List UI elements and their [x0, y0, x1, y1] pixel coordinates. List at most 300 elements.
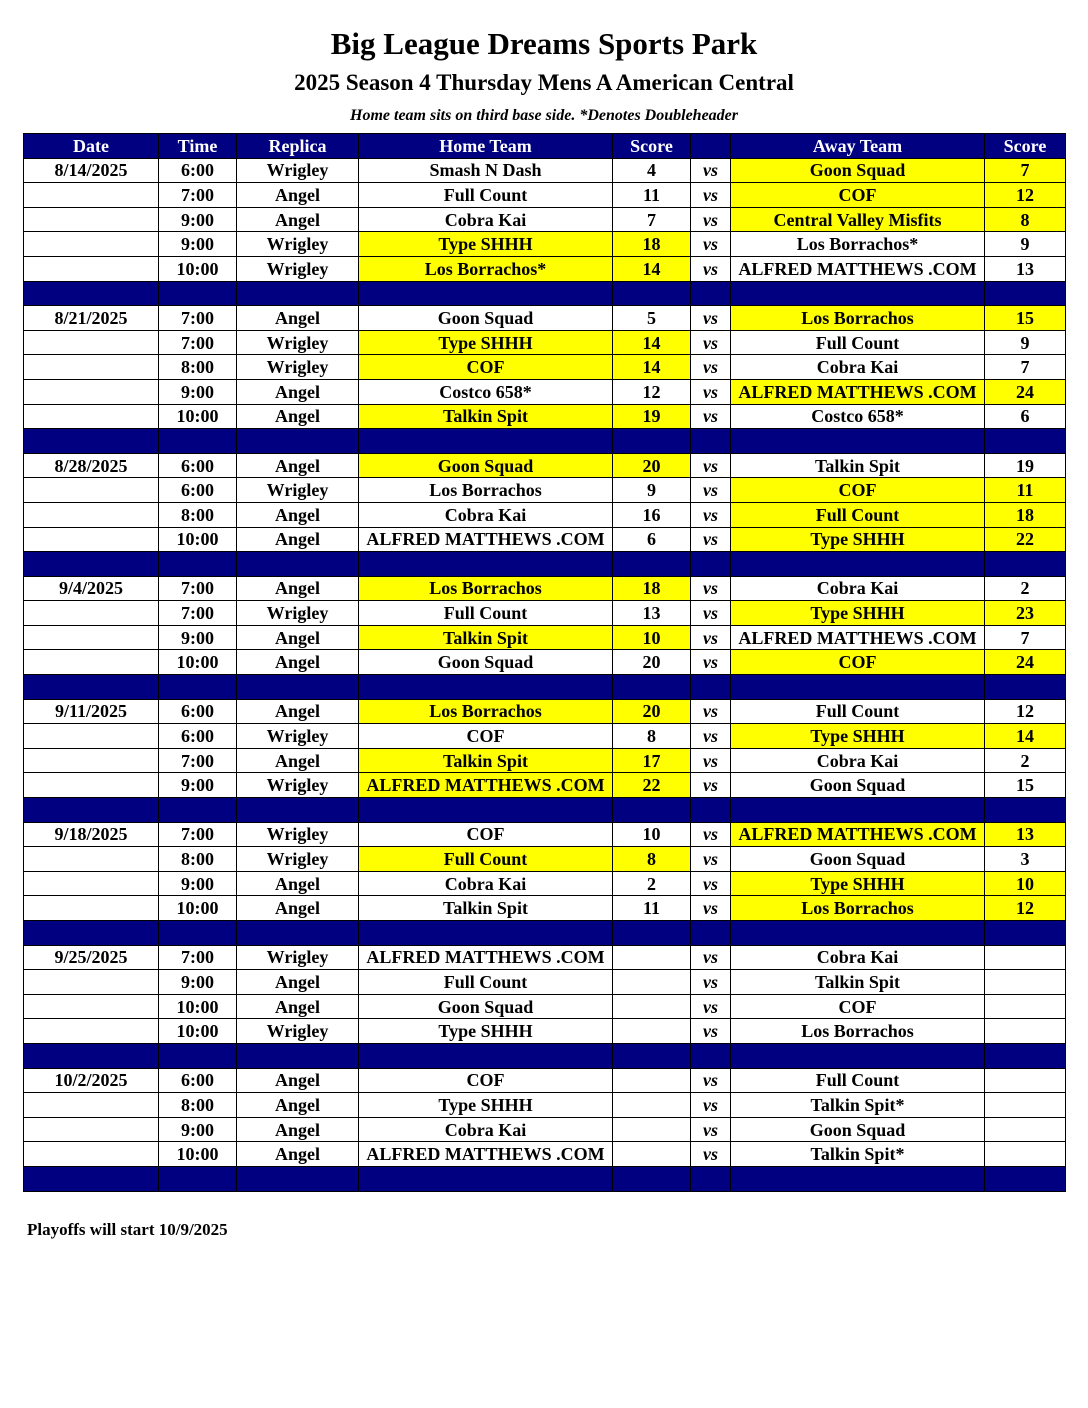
separator-cell	[985, 552, 1066, 577]
away-score-cell: 13	[985, 256, 1066, 281]
table-row	[24, 576, 1066, 601]
time-cell: 8:00	[159, 355, 237, 380]
home-team-cell: Type SHHH	[359, 232, 613, 257]
away-team-cell: Talkin Spit*	[731, 1093, 985, 1118]
away-team-cell: Goon Squad	[731, 773, 985, 798]
home-team-cell: COF	[359, 1068, 613, 1093]
separator-cell	[159, 1043, 237, 1068]
vs-cell: vs	[691, 773, 731, 798]
separator-cell	[237, 921, 359, 946]
replica-cell: Wrigley	[237, 355, 359, 380]
home-team-cell: Goon Squad	[359, 306, 613, 331]
separator-cell	[237, 675, 359, 700]
separator-cell	[159, 552, 237, 577]
separator-cell	[359, 921, 613, 946]
home-score-cell: 20	[613, 699, 691, 724]
replica-cell: Wrigley	[237, 601, 359, 626]
vs-cell: vs	[691, 527, 731, 552]
home-team-cell: Los Borrachos	[359, 478, 613, 503]
date-cell	[24, 355, 159, 380]
away-score-cell: 9	[985, 330, 1066, 355]
away-team-cell: Cobra Kai	[731, 355, 985, 380]
vs-cell: vs	[691, 404, 731, 429]
away-team-cell: Type SHHH	[731, 527, 985, 552]
vs-cell: vs	[691, 945, 731, 970]
table-row	[24, 502, 1066, 527]
date-cell	[24, 625, 159, 650]
date-cell	[24, 330, 159, 355]
time-cell: 8:00	[159, 1093, 237, 1118]
vs-cell: vs	[691, 650, 731, 675]
separator-cell	[613, 921, 691, 946]
vs-cell: vs	[691, 158, 731, 183]
away-score-cell: 8	[985, 207, 1066, 232]
separator-cell	[985, 1043, 1066, 1068]
away-team-cell: ALFRED MATTHEWS .COM	[731, 822, 985, 847]
separator-cell	[731, 429, 985, 454]
table-row	[24, 453, 1066, 478]
vs-cell: vs	[691, 896, 731, 921]
replica-cell: Angel	[237, 1093, 359, 1118]
away-score-cell	[985, 1117, 1066, 1142]
table-row	[24, 207, 1066, 232]
week-separator-row	[24, 921, 1066, 946]
away-score-cell: 10	[985, 871, 1066, 896]
replica-cell: Wrigley	[237, 232, 359, 257]
table-row	[24, 158, 1066, 183]
schedule-note: Home team sits on third base side. *Denotes Doubleheader	[350, 107, 738, 124]
away-team-cell: ALFRED MATTHEWS .COM	[731, 256, 985, 281]
separator-cell	[237, 1166, 359, 1191]
separator-cell	[731, 675, 985, 700]
date-cell	[24, 650, 159, 675]
away-score-cell	[985, 1068, 1066, 1093]
home-score-cell: 10	[613, 625, 691, 650]
col-header-vs	[691, 134, 731, 159]
time-cell: 10:00	[159, 1142, 237, 1167]
away-team-cell: Full Count	[731, 330, 985, 355]
away-score-cell: 13	[985, 822, 1066, 847]
time-cell: 6:00	[159, 1068, 237, 1093]
table-row	[24, 724, 1066, 749]
week-separator-row	[24, 552, 1066, 577]
table-row	[24, 404, 1066, 429]
time-cell: 9:00	[159, 625, 237, 650]
replica-cell: Angel	[237, 1117, 359, 1142]
home-team-cell: COF	[359, 822, 613, 847]
table-row	[24, 478, 1066, 503]
separator-cell	[237, 552, 359, 577]
replica-cell: Wrigley	[237, 330, 359, 355]
separator-cell	[985, 1166, 1066, 1191]
home-team-cell: Talkin Spit	[359, 896, 613, 921]
time-cell: 10:00	[159, 650, 237, 675]
home-score-cell: 2	[613, 871, 691, 896]
home-score-cell	[613, 970, 691, 995]
table-row	[24, 748, 1066, 773]
home-score-cell: 10	[613, 822, 691, 847]
separator-cell	[985, 429, 1066, 454]
table-row	[24, 1117, 1066, 1142]
away-team-cell: COF	[731, 478, 985, 503]
vs-cell: vs	[691, 232, 731, 257]
home-score-cell	[613, 1019, 691, 1044]
home-team-cell: Type SHHH	[359, 1093, 613, 1118]
table-row	[24, 650, 1066, 675]
home-score-cell: 18	[613, 232, 691, 257]
time-cell: 7:00	[159, 576, 237, 601]
separator-cell	[691, 1166, 731, 1191]
separator-cell	[359, 281, 613, 306]
time-cell: 8:00	[159, 847, 237, 872]
home-score-cell: 18	[613, 576, 691, 601]
time-cell: 6:00	[159, 478, 237, 503]
vs-cell: vs	[691, 1117, 731, 1142]
time-cell: 10:00	[159, 404, 237, 429]
home-team-cell: ALFRED MATTHEWS .COM	[359, 773, 613, 798]
away-score-cell: 7	[985, 158, 1066, 183]
home-score-cell	[613, 994, 691, 1019]
away-score-cell: 9	[985, 232, 1066, 257]
time-cell: 10:00	[159, 896, 237, 921]
home-score-cell: 11	[613, 896, 691, 921]
away-score-cell: 19	[985, 453, 1066, 478]
away-team-cell: Los Borrachos*	[731, 232, 985, 257]
table-row	[24, 527, 1066, 552]
date-cell	[24, 527, 159, 552]
home-team-cell: Cobra Kai	[359, 1117, 613, 1142]
replica-cell: Angel	[237, 183, 359, 208]
home-score-cell: 14	[613, 355, 691, 380]
date-cell	[24, 896, 159, 921]
separator-cell	[359, 429, 613, 454]
table-row	[24, 994, 1066, 1019]
home-team-cell: ALFRED MATTHEWS .COM	[359, 945, 613, 970]
table-row	[24, 847, 1066, 872]
col-header-replica: Replica	[237, 134, 359, 159]
away-score-cell	[985, 1093, 1066, 1118]
away-team-cell: Talkin Spit	[731, 970, 985, 995]
separator-cell	[159, 281, 237, 306]
separator-cell	[613, 281, 691, 306]
time-cell: 10:00	[159, 527, 237, 552]
date-cell: 9/11/2025	[24, 699, 159, 724]
date-cell	[24, 748, 159, 773]
home-team-cell: Cobra Kai	[359, 871, 613, 896]
away-team-cell: Full Count	[731, 699, 985, 724]
away-team-cell: Type SHHH	[731, 601, 985, 626]
col-header-time: Time	[159, 134, 237, 159]
separator-cell	[24, 921, 159, 946]
table-row	[24, 945, 1066, 970]
replica-cell: Angel	[237, 748, 359, 773]
table-row	[24, 1019, 1066, 1044]
date-cell: 8/21/2025	[24, 306, 159, 331]
away-score-cell: 15	[985, 306, 1066, 331]
home-score-cell: 13	[613, 601, 691, 626]
separator-cell	[24, 552, 159, 577]
away-team-cell: Talkin Spit	[731, 453, 985, 478]
date-cell	[24, 502, 159, 527]
home-team-cell: Cobra Kai	[359, 207, 613, 232]
vs-cell: vs	[691, 847, 731, 872]
separator-cell	[237, 281, 359, 306]
date-cell	[24, 478, 159, 503]
time-cell: 6:00	[159, 453, 237, 478]
home-score-cell: 17	[613, 748, 691, 773]
time-cell: 10:00	[159, 256, 237, 281]
table-row	[24, 871, 1066, 896]
away-score-cell: 12	[985, 699, 1066, 724]
replica-cell: Wrigley	[237, 945, 359, 970]
table-row	[24, 330, 1066, 355]
away-score-cell: 7	[985, 625, 1066, 650]
vs-cell: vs	[691, 625, 731, 650]
home-score-cell: 6	[613, 527, 691, 552]
away-team-cell: Los Borrachos	[731, 306, 985, 331]
time-cell: 9:00	[159, 232, 237, 257]
replica-cell: Angel	[237, 502, 359, 527]
replica-cell: Angel	[237, 699, 359, 724]
separator-cell	[731, 281, 985, 306]
time-cell: 9:00	[159, 207, 237, 232]
home-team-cell: Los Borrachos	[359, 699, 613, 724]
vs-cell: vs	[691, 1068, 731, 1093]
separator-cell	[613, 1166, 691, 1191]
away-score-cell: 12	[985, 896, 1066, 921]
away-score-cell: 24	[985, 379, 1066, 404]
vs-cell: vs	[691, 1019, 731, 1044]
date-cell	[24, 232, 159, 257]
away-team-cell: ALFRED MATTHEWS .COM	[731, 379, 985, 404]
away-team-cell: Full Count	[731, 502, 985, 527]
time-cell: 7:00	[159, 822, 237, 847]
separator-cell	[159, 429, 237, 454]
home-score-cell: 20	[613, 453, 691, 478]
away-score-cell	[985, 945, 1066, 970]
separator-cell	[24, 1166, 159, 1191]
table-row	[24, 970, 1066, 995]
separator-cell	[691, 921, 731, 946]
time-cell: 10:00	[159, 1019, 237, 1044]
separator-cell	[359, 1166, 613, 1191]
home-score-cell: 16	[613, 502, 691, 527]
replica-cell: Wrigley	[237, 773, 359, 798]
away-team-cell: Goon Squad	[731, 1117, 985, 1142]
vs-cell: vs	[691, 871, 731, 896]
vs-cell: vs	[691, 306, 731, 331]
table-row	[24, 379, 1066, 404]
away-score-cell: 2	[985, 748, 1066, 773]
separator-cell	[691, 675, 731, 700]
home-score-cell	[613, 1117, 691, 1142]
away-team-cell: Talkin Spit*	[731, 1142, 985, 1167]
vs-cell: vs	[691, 183, 731, 208]
col-header-away-team: Away Team	[731, 134, 985, 159]
away-team-cell: Los Borrachos	[731, 896, 985, 921]
separator-cell	[613, 798, 691, 823]
home-team-cell: COF	[359, 724, 613, 749]
replica-cell: Wrigley	[237, 158, 359, 183]
separator-cell	[359, 798, 613, 823]
separator-cell	[159, 675, 237, 700]
table-row	[24, 822, 1066, 847]
vs-cell: vs	[691, 256, 731, 281]
home-score-cell: 14	[613, 256, 691, 281]
away-score-cell	[985, 970, 1066, 995]
replica-cell: Wrigley	[237, 822, 359, 847]
away-team-cell: ALFRED MATTHEWS .COM	[731, 625, 985, 650]
time-cell: 9:00	[159, 871, 237, 896]
week-separator-row	[24, 675, 1066, 700]
separator-cell	[731, 798, 985, 823]
separator-cell	[731, 921, 985, 946]
away-team-cell: COF	[731, 650, 985, 675]
home-score-cell	[613, 945, 691, 970]
away-score-cell: 6	[985, 404, 1066, 429]
home-team-cell: Full Count	[359, 970, 613, 995]
replica-cell: Angel	[237, 576, 359, 601]
replica-cell: Angel	[237, 207, 359, 232]
home-team-cell: ALFRED MATTHEWS .COM	[359, 1142, 613, 1167]
week-separator-row	[24, 429, 1066, 454]
time-cell: 9:00	[159, 1117, 237, 1142]
time-cell: 9:00	[159, 773, 237, 798]
separator-cell	[159, 1166, 237, 1191]
separator-cell	[613, 675, 691, 700]
home-score-cell: 11	[613, 183, 691, 208]
table-row	[24, 306, 1066, 331]
separator-cell	[985, 921, 1066, 946]
separator-cell	[159, 921, 237, 946]
home-team-cell: Talkin Spit	[359, 404, 613, 429]
replica-cell: Angel	[237, 404, 359, 429]
date-cell: 9/4/2025	[24, 576, 159, 601]
away-team-cell: Goon Squad	[731, 158, 985, 183]
away-score-cell: 12	[985, 183, 1066, 208]
away-team-cell: Los Borrachos	[731, 1019, 985, 1044]
table-row	[24, 896, 1066, 921]
time-cell: 9:00	[159, 970, 237, 995]
vs-cell: vs	[691, 1142, 731, 1167]
replica-cell: Angel	[237, 1068, 359, 1093]
home-team-cell: Los Borrachos*	[359, 256, 613, 281]
col-header-home-team: Home Team	[359, 134, 613, 159]
home-score-cell: 20	[613, 650, 691, 675]
time-cell: 7:00	[159, 748, 237, 773]
vs-cell: vs	[691, 601, 731, 626]
date-cell	[24, 207, 159, 232]
replica-cell: Wrigley	[237, 724, 359, 749]
date-cell	[24, 994, 159, 1019]
vs-cell: vs	[691, 502, 731, 527]
time-cell: 6:00	[159, 158, 237, 183]
separator-cell	[691, 1043, 731, 1068]
time-cell: 6:00	[159, 699, 237, 724]
home-score-cell: 8	[613, 724, 691, 749]
away-team-cell: COF	[731, 183, 985, 208]
separator-cell	[731, 552, 985, 577]
away-team-cell: Central Valley Misfits	[731, 207, 985, 232]
home-team-cell: Smash N Dash	[359, 158, 613, 183]
home-team-cell: Los Borrachos	[359, 576, 613, 601]
replica-cell: Angel	[237, 650, 359, 675]
table-row	[24, 232, 1066, 257]
away-score-cell: 24	[985, 650, 1066, 675]
home-score-cell: 8	[613, 847, 691, 872]
date-cell	[24, 404, 159, 429]
date-cell: 9/18/2025	[24, 822, 159, 847]
time-cell: 7:00	[159, 601, 237, 626]
vs-cell: vs	[691, 748, 731, 773]
home-score-cell: 22	[613, 773, 691, 798]
date-cell: 8/14/2025	[24, 158, 159, 183]
home-team-cell: Goon Squad	[359, 994, 613, 1019]
separator-cell	[24, 798, 159, 823]
home-score-cell: 19	[613, 404, 691, 429]
separator-cell	[731, 1166, 985, 1191]
week-separator-row	[24, 281, 1066, 306]
table-row	[24, 625, 1066, 650]
vs-cell: vs	[691, 970, 731, 995]
date-cell: 10/2/2025	[24, 1068, 159, 1093]
week-separator-row	[24, 1043, 1066, 1068]
home-score-cell	[613, 1093, 691, 1118]
date-cell: 8/28/2025	[24, 453, 159, 478]
replica-cell: Wrigley	[237, 256, 359, 281]
replica-cell: Angel	[237, 896, 359, 921]
table-row	[24, 601, 1066, 626]
home-team-cell: Goon Squad	[359, 453, 613, 478]
away-score-cell	[985, 1019, 1066, 1044]
away-score-cell: 23	[985, 601, 1066, 626]
vs-cell: vs	[691, 576, 731, 601]
time-cell: 7:00	[159, 183, 237, 208]
home-team-cell: Full Count	[359, 847, 613, 872]
page-subtitle: 2025 Season 4 Thursday Mens A American Central	[294, 70, 794, 95]
date-cell	[24, 1117, 159, 1142]
separator-cell	[613, 552, 691, 577]
home-team-cell: Full Count	[359, 601, 613, 626]
vs-cell: vs	[691, 207, 731, 232]
time-cell: 7:00	[159, 330, 237, 355]
replica-cell: Angel	[237, 379, 359, 404]
away-team-cell: Cobra Kai	[731, 576, 985, 601]
home-team-cell: Type SHHH	[359, 1019, 613, 1044]
separator-cell	[613, 1043, 691, 1068]
time-cell: 7:00	[159, 306, 237, 331]
date-cell	[24, 970, 159, 995]
away-team-cell: Goon Squad	[731, 847, 985, 872]
away-team-cell: COF	[731, 994, 985, 1019]
home-team-cell: Type SHHH	[359, 330, 613, 355]
vs-cell: vs	[691, 453, 731, 478]
date-cell	[24, 871, 159, 896]
col-header-away-score: Score	[985, 134, 1066, 159]
separator-cell	[985, 798, 1066, 823]
away-score-cell	[985, 994, 1066, 1019]
separator-cell	[24, 1043, 159, 1068]
footer-note: Playoffs will start 10/9/2025	[27, 1220, 228, 1239]
page-title: Big League Dreams Sports Park	[330, 26, 758, 61]
vs-cell: vs	[691, 994, 731, 1019]
time-cell: 10:00	[159, 994, 237, 1019]
away-score-cell	[985, 1142, 1066, 1167]
date-cell	[24, 379, 159, 404]
separator-cell	[24, 281, 159, 306]
vs-cell: vs	[691, 724, 731, 749]
table-row	[24, 1142, 1066, 1167]
